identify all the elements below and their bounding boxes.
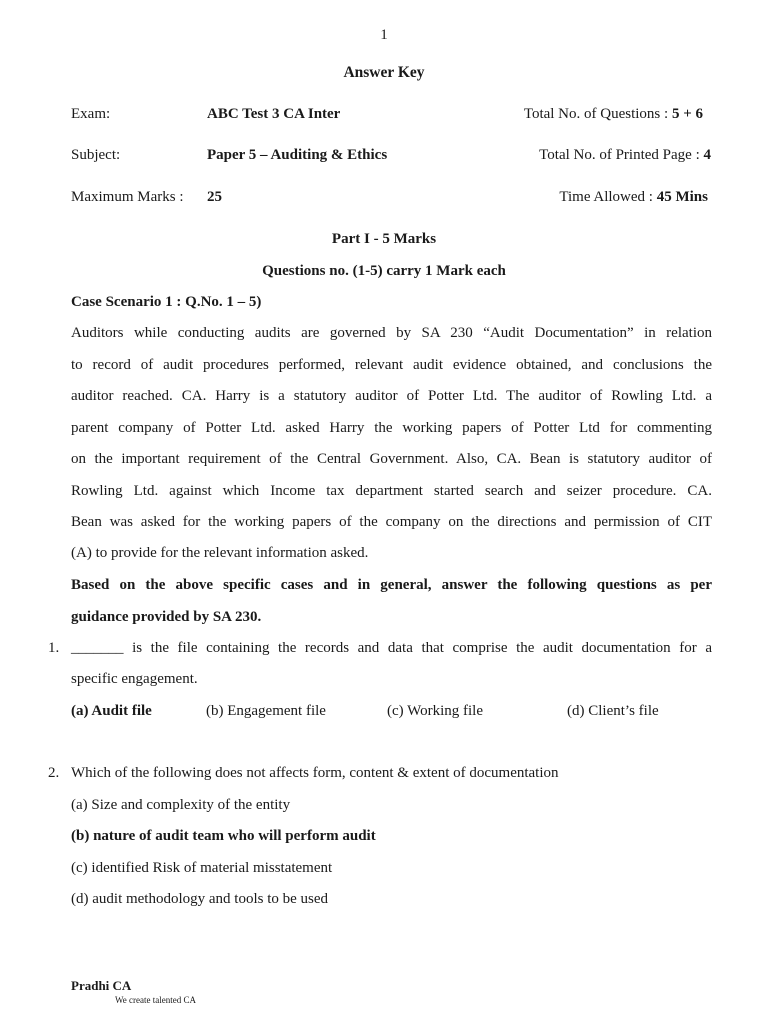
q1-text-line: specific engagement. [71, 671, 198, 687]
case-line: (A) to provide for the relevant information asked. [71, 545, 369, 561]
case-line: to record of audit procedures performed, relevant audit evidence obtained, and conclusions the [71, 357, 712, 373]
footer-brand: Pradhi CA [71, 978, 132, 993]
part-heading: Part I - 5 Marks [331, 231, 437, 247]
q2-option-d: (d) audit methodology and tools to be used [71, 891, 329, 907]
instruction-line: Based on the above specific cases and in general, answer the following questions as per [71, 577, 712, 593]
q2-option-a: (a) Size and complexity of the entity [71, 797, 291, 813]
q2-number: 2. [48, 765, 60, 781]
q1-option-c: (c) Working file [387, 703, 483, 719]
q2-option-c: (c) identified Risk of material misstatement [71, 860, 333, 876]
exam-label: Exam: [71, 106, 111, 122]
q1-option-d: (d) Client’s file [567, 703, 659, 719]
total-questions-label: Total No. of Questions : [523, 106, 672, 122]
time-allowed-value: 45 Mins [656, 189, 708, 205]
q1-option-b: (b) Engagement file [206, 703, 326, 719]
case-line: Bean was asked for the working papers of the company on the directions and permission of CIT [71, 514, 712, 530]
case-line: Auditors while conducting audits are governed by SA 230 “Audit Documentation” in relation [71, 325, 712, 341]
total-questions [524, 106, 703, 123]
page-number: 1 [380, 27, 388, 43]
q2-option-b: (b) nature of audit team who will perform audit [71, 828, 376, 844]
case-line: parent company of Potter Ltd. asked Harry the working papers of Potter Ltd for commenting [71, 420, 712, 436]
q2-text: Which of the following does not affects form, content & extent of documentation [71, 765, 559, 781]
page-title: Answer Key [343, 64, 425, 81]
total-questions-value: 5 + 6 [671, 106, 703, 122]
total-pages [539, 147, 711, 164]
part-subheading: Questions no. (1-5) carry 1 Mark each [262, 263, 506, 279]
q1-number: 1. [48, 640, 60, 656]
exam-value: ABC Test 3 CA Inter [207, 106, 341, 122]
case-line: Rowling Ltd. against which Income tax department started search and seizer procedure. CA. [71, 483, 712, 499]
q1-option-a: (a) Audit file [71, 703, 152, 719]
subject-value: Paper 5 – Auditing & Ethics [207, 147, 388, 163]
total-pages-label: Total No. of Printed Page : [539, 147, 704, 163]
q1-text-line: _______ is the file containing the records and data that comprise the audit documentation for a [71, 640, 712, 656]
time-allowed-label: Time Allowed : [559, 189, 657, 205]
max-marks [71, 189, 184, 206]
max-marks-value: 25 [207, 189, 222, 205]
time-allowed [559, 189, 708, 206]
case-line: on the important requirement of the Central Government. Also, CA. Bean is statutory auditor of [71, 451, 712, 467]
subject-label: Subject: [71, 147, 121, 163]
case-heading: Case Scenario 1 : Q.No. 1 – 5) [71, 294, 262, 310]
total-pages-value: 4 [703, 147, 711, 163]
case-line: auditor reached. CA. Harry is a statutory auditor of Potter Ltd. The auditor of Rowling Ltd. a [71, 388, 712, 404]
footer-tagline: We create talented CA [115, 995, 196, 1005]
instruction-line: guidance provided by SA 230. [71, 609, 262, 625]
max-marks-label: Maximum Marks : [71, 189, 184, 205]
